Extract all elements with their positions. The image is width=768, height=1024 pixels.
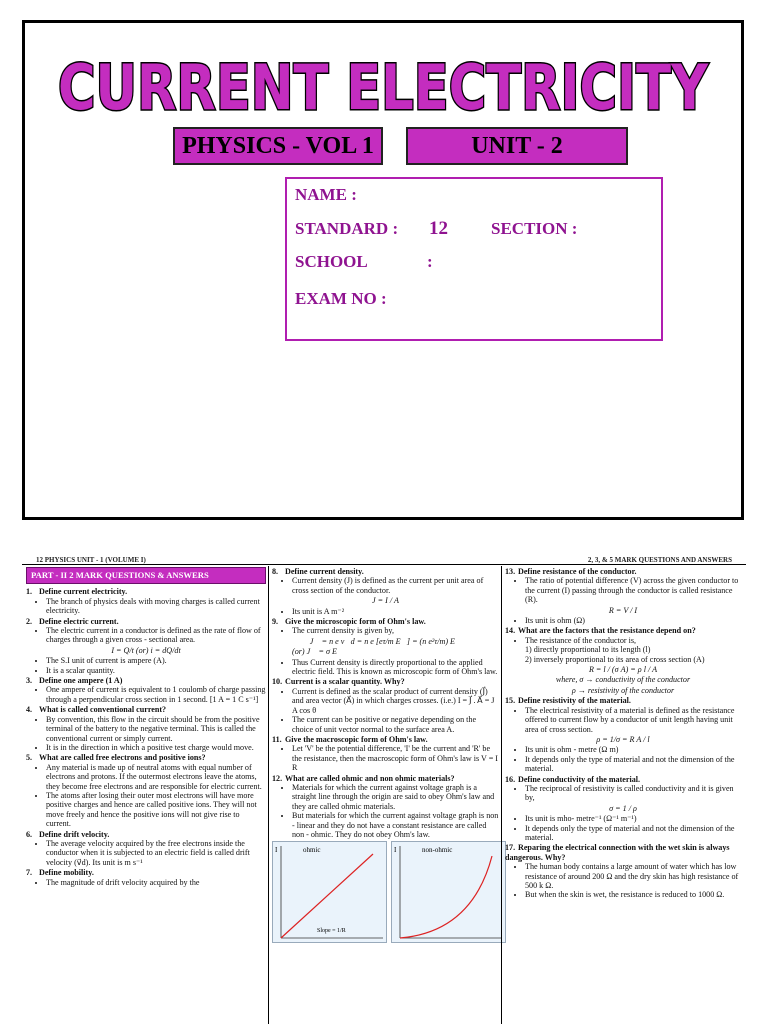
question-4: 4. What is called conventional current? xyxy=(26,705,167,715)
answer-bullet: • It depends only the type of material and not the dimension of the material. xyxy=(525,824,741,843)
question-2: 2. Define electric current. xyxy=(26,616,119,626)
part-ii-banner: PART - II 2 MARK QUESTIONS & ANSWERS xyxy=(26,567,266,584)
standard-label: STANDARD : xyxy=(295,219,399,238)
unit-tag: UNIT - 2 xyxy=(406,127,628,165)
answer-bullet: • The ratio of potential difference (V) across the given conductor to the current (I) passing through the conductor is called resistance (R). xyxy=(525,576,741,604)
formula: J⃗ = n e v⃗d = n e [eτ/m E⃗] = (n e²τ/m) E⃗ xyxy=(309,636,462,646)
answer-bullet: • Its unit is ohm - metre (Ω m) xyxy=(525,745,741,754)
question-1: 1. Define current electricity. xyxy=(26,587,128,597)
notes-column-1 xyxy=(26,566,266,1024)
formula: (or) J⃗ = σ E⃗ xyxy=(292,647,344,657)
non-ohmic-label: non-ohmic xyxy=(422,846,453,855)
answer-bullet: • The magnitude of drift velocity acquired by the xyxy=(46,878,266,887)
answer-bullet: • The average velocity acquired by the free electrons inside the conductor when it is subjected to an electric field is called drift velocity (v⃗d). Its unit is m s⁻¹ xyxy=(46,839,266,867)
question-5: 5. What are called free electrons and positive ions? xyxy=(26,753,206,763)
answer-bullet: • But when the skin is wet, the resistance is reduced to 1000 Ω. xyxy=(525,890,741,899)
question-16: 16. Define conductivity of the material. xyxy=(505,774,641,784)
ohmic-label: ohmic xyxy=(303,846,321,855)
answer-bullet: • The atoms after losing their outer most electrons will have more positive charges and hence are called positive ions. They will not move freely and hence the positive ions will not give rise to current. xyxy=(46,791,266,829)
student-details-box xyxy=(285,177,663,341)
slope-label: Slope = 1/R xyxy=(317,928,346,935)
volume-tag: PHYSICS - VOL 1 xyxy=(173,127,383,165)
answer-bullet: • Its unit is ohm (Ω) xyxy=(525,616,741,625)
formula: I = Q/t (or) i = dQ/dt xyxy=(111,645,181,655)
answer-bullet: • Current density (J) is defined as the current per unit area of cross section of the conductor. xyxy=(292,576,499,595)
axis-label: I xyxy=(275,846,278,855)
answer-bullet: • Its unit is mho- metre⁻¹ (Ω⁻¹ m⁻¹) xyxy=(525,814,741,823)
answer-bullet: • It depends only the type of material and not the dimension of the material. xyxy=(525,755,741,774)
answer-bullet: • It is a scalar quantity. xyxy=(46,666,266,675)
answer-bullet: • The human body contains a large amount of water which has low resistance of around 200 Ω and the dry skin has high resistance of 500 k Ω. xyxy=(525,862,741,890)
question-11: 11. Give the macroscopic form of Ohm's law. xyxy=(272,734,428,744)
formula: R = V / I xyxy=(608,605,638,615)
question-12: 12. What are called ohmic and non ohmic materials? xyxy=(272,773,455,783)
ohmic-graph xyxy=(272,841,387,943)
answer-bullet: • Materials for which the current against voltage graph is a straight line through the origin are said to obey Ohm's law and they are called ohmic materials. xyxy=(292,783,499,811)
question-3: 3. Define one ampere (1 A) xyxy=(26,676,123,686)
notes-column-3 xyxy=(501,566,741,1024)
answer-bullet: • Its unit is A m⁻² xyxy=(292,607,499,616)
name-label: NAME : xyxy=(295,185,357,204)
formula-note: where, σ → conductivity of the conductor xyxy=(555,675,691,685)
formula: σ = 1 / ρ xyxy=(609,803,637,813)
axis-label: I xyxy=(394,846,397,855)
answer-bullet: • The S.I unit of current is ampere (A). xyxy=(46,656,266,665)
non-ohmic-graph-plot xyxy=(392,842,505,942)
page-header-left: 12 PHYSICS UNIT - 1 (VOLUME I) xyxy=(36,556,146,564)
notes-column-2 xyxy=(268,566,499,1024)
school-label: SCHOOL xyxy=(295,252,368,271)
question-17: 17. Reparing the electrical connection with the wet skin is always dangerous. Why? xyxy=(505,843,730,862)
answer-bullet: • The resistance of the conductor is, xyxy=(525,636,741,645)
formula: ρ = 1/σ = R A / l xyxy=(596,734,650,744)
section-label: SECTION : xyxy=(491,219,578,238)
question-14: 14. What are the factors that the resistance depend on? xyxy=(505,626,696,636)
answer-bullet: • One ampere of current is equivalent to 1 coulomb of charge passing through a perpendicular cross section in 1 second. [1 A = 1 C s⁻¹] xyxy=(46,685,266,704)
question-8: 8. Define current density. xyxy=(272,567,364,576)
answer-bullet: • By convention, this flow in the circuit should be from the positive terminal of the battery to the negative terminal. This is called the conventional current or simply current. xyxy=(46,715,266,743)
cover-title xyxy=(25,33,741,125)
exam-no-label: EXAM NO : xyxy=(295,289,387,308)
answer-bullet: • The electric current in a conductor is defined as the rate of flow of charges through a given cross - sectional area. xyxy=(46,626,266,645)
answer-bullet: • Any material is made up of neutral atoms with equal number of electrons and protons. If the outermost electrons leave the atoms, they become free electrons and are responsible for electric current. xyxy=(46,763,266,791)
school-colon: : xyxy=(427,252,433,271)
answer-bullet: • The current can be positive or negative depending on the choice of unit vector normal to the surface area A. xyxy=(292,715,499,734)
formula: J = I / A xyxy=(372,596,399,606)
formula: R = l / (σ A) = ρ l / A xyxy=(588,665,658,675)
answer-bullet: • Thus Current density is directly proportional to the applied electric field. This is known as microscopic form of Ohm's law. xyxy=(292,658,499,677)
ohmic-graph-plot xyxy=(273,842,386,942)
question-10: 10. Current is a scalar quantity. Why? xyxy=(272,677,405,687)
ohmic-graphs xyxy=(272,841,499,943)
question-15: 15. Define resistivity of the material. xyxy=(505,696,631,706)
answer-bullet: • It is in the direction in which a positive test charge would move. xyxy=(46,743,266,752)
sub-point: 2) inversely proportional to its area of cross section (A) xyxy=(525,654,705,664)
cover-sheet xyxy=(22,20,744,520)
question-6: 6. Define drift velocity. xyxy=(26,829,110,839)
sub-point: 1) directly proportional to its length (l) xyxy=(525,645,651,655)
answer-bullet: • The current density is given by, xyxy=(292,626,499,635)
answer-bullet: • But materials for which the current against voltage graph is non - linear and they do not have a constant resistance are called non - ohmic. They do not obey Ohm's law. xyxy=(292,811,499,839)
formula-note: ρ → resistivity of the conductor xyxy=(571,685,675,695)
header-rule xyxy=(22,564,746,565)
question-13: 13. Define resistance of the conductor. xyxy=(505,567,637,576)
page-header-right: 2, 3, & 5 MARK QUESTIONS AND ANSWERS xyxy=(587,556,732,564)
standard-value: 12 xyxy=(429,218,448,239)
answer-bullet: • The electrical resistivity of a material is defined as the resistance offered to current flow by a conductor of unit length having unit area of cross section. xyxy=(525,706,741,734)
question-7: 7. Define mobility. xyxy=(26,868,94,878)
answer-bullet: • Current is defined as the scalar product of current density (J⃗) and area vector (A⃗) in which charges crosses. (i.e.) I = J⃗ . A⃗ = J A cos θ xyxy=(292,687,499,715)
answer-bullet: • Let 'V' be the potential difference, 'I' be the current and 'R' be the resistance, then the macroscopic form of Ohm's law is V = I R xyxy=(292,744,499,772)
non-ohmic-graph xyxy=(391,841,506,943)
svg-text:CURRENT ELECTRICITY: CURRENT ELECTRICITY xyxy=(58,51,709,124)
answer-bullet: • The branch of physics deals with moving charges is called current electricity. xyxy=(46,597,266,616)
answer-bullet: • The reciprocal of resistivity is called conductivity and it is given by, xyxy=(525,784,741,803)
question-9: 9. Give the microscopic form of Ohm's law. xyxy=(272,617,426,627)
